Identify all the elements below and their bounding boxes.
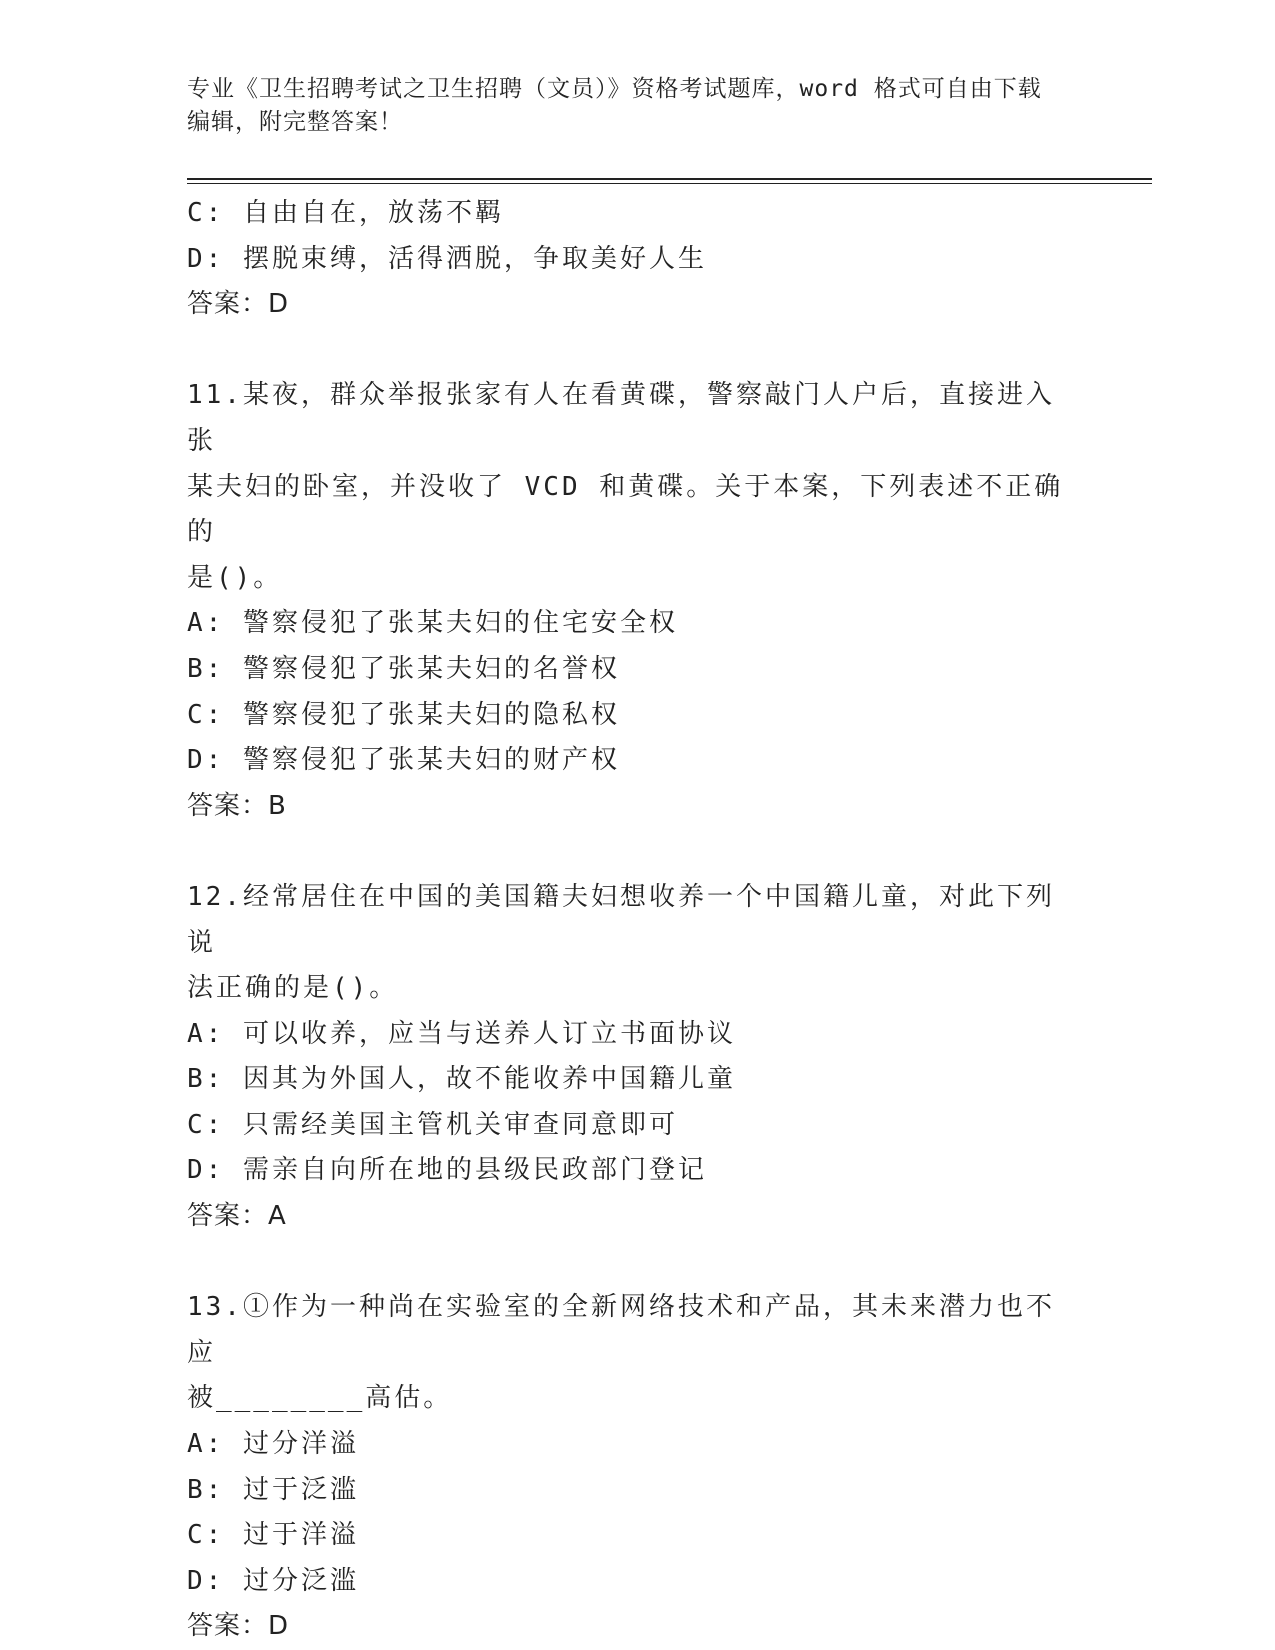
header-divider-thin	[187, 183, 1152, 184]
question-12-option-c: C: 只需经美国主管机关审查同意即可	[187, 1109, 678, 1140]
question-11-stem-line-3: 是()。	[187, 562, 283, 593]
header-title-line-1: 专业《卫生招聘考试之卫生招聘（文员）》资格考试题库，word 格式可自由下载	[187, 76, 1042, 102]
question-11-stem-line-2: 某夫妇的卧室，并没收了 VCD 和黄碟。关于本案，下列表述不正确的	[187, 471, 1064, 548]
question-10-option-c: C: 自由自在，放荡不羁	[187, 198, 504, 228]
question-11-option-b: B: 警察侵犯了张某夫妇的名誉权	[187, 653, 620, 684]
question-10	[187, 191, 1107, 328]
question-content	[187, 191, 1107, 1650]
question-13-answer: 答案：D	[187, 1611, 290, 1642]
header-divider-thick	[187, 178, 1152, 180]
spacer	[187, 328, 1107, 374]
question-12-option-a: A: 可以收养，应当与送养人订立书面协议	[187, 1018, 736, 1049]
question-13	[187, 1285, 1107, 1650]
question-11-stem-line-1: 11.某夜，群众举报张家有人在看黄碟，警察敲门人户后，直接进入张	[187, 380, 1055, 456]
question-11-answer: 答案：B	[187, 790, 287, 821]
question-13-stem-line-1: 13.①作为一种尚在实验室的全新网络技术和产品，其未来潜力也不应	[187, 1292, 1055, 1368]
question-13-option-b: B: 过于泛滥	[187, 1474, 359, 1505]
question-13-stem-line-2: 被________高估。	[187, 1383, 453, 1414]
question-12-stem-line-2: 法正确的是()。	[187, 973, 399, 1004]
header-title-line-2: 编辑，附完整答案！	[187, 109, 403, 135]
question-12	[187, 875, 1107, 1240]
spacer	[187, 829, 1107, 875]
question-12-option-b: B: 因其为外国人，故不能收养中国籍儿童	[187, 1064, 736, 1095]
question-10-answer: 答案：D	[187, 289, 290, 320]
question-10-option-d: D: 摆脱束缚，活得洒脱，争取美好人生	[187, 243, 707, 274]
question-13-option-a: A: 过分洋溢	[187, 1429, 359, 1460]
question-13-option-c: C: 过于洋溢	[187, 1520, 359, 1551]
question-13-option-d: D: 过分泛滥	[187, 1565, 359, 1596]
spacer	[187, 1240, 1107, 1286]
document-header	[187, 73, 1087, 139]
question-11-option-c: C: 警察侵犯了张某夫妇的隐私权	[187, 699, 620, 730]
question-11-option-a: A: 警察侵犯了张某夫妇的住宅安全权	[187, 608, 678, 639]
question-12-answer: 答案：A	[187, 1201, 287, 1232]
question-11-option-d: D: 警察侵犯了张某夫妇的财产权	[187, 745, 620, 776]
question-12-stem-line-1: 12.经常居住在中国的美国籍夫妇想收养一个中国籍儿童，对此下列说	[187, 881, 1055, 958]
question-12-option-d: D: 需亲自向所在地的县级民政部门登记	[187, 1155, 707, 1186]
question-11	[187, 373, 1107, 829]
